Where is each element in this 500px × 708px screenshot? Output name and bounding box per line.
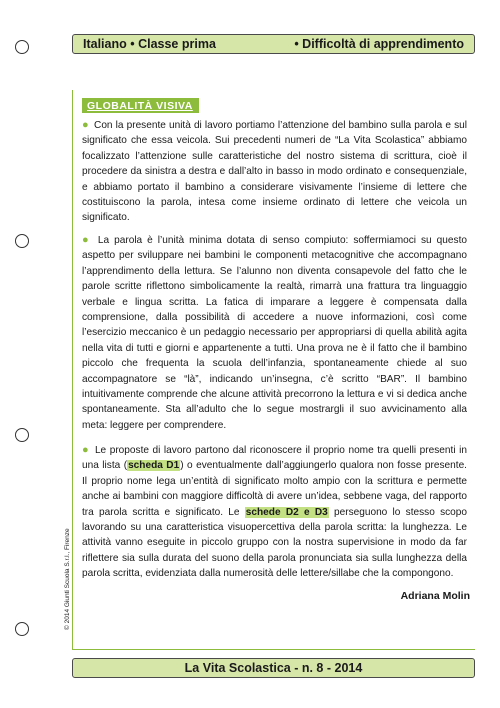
author-signature: Adriana Molin [400, 590, 470, 602]
footer-title: La Vita Scolastica - n. 8 - 2014 [184, 661, 363, 675]
header-topic: • Difficoltà di apprendimento [294, 37, 464, 51]
paragraph-3-text-a: Le proposte di lavoro partono dal riconoscere il proprio nome tra quelli presenti in una lista ( [82, 445, 467, 472]
footer-bar [72, 658, 475, 678]
bullet-icon: ● [82, 444, 90, 456]
scheda-d1-highlight: scheda D1 [128, 460, 180, 472]
bullet-icon: ● [82, 119, 89, 131]
paragraph-2-text: La parola è l’unità minima dotata di senso compiuto: soffermiamoci su questo aspetto per sviluppare nei bambini le componenti metacognitive che accompagnano l’apprendimento della lettura. Se l’alunno non diventa consapevole del fatto che le parole scritte riflettono simbolicamente la realtà, rimarrà una frattura tra linguaggio verbale e lingua scritta. La fatica di imparare a leggere è compensata dalla comprensione, dalla possibilità di accedere a nuove informazioni, così come l’esercizio meccanico è un pedaggio necessario per appropriarsi di quella abilità agita nella vita di tutti e giorni e appartenente a tutti. Una prova ne è il fatto che il bambino piccolo che frequenta la scuola dell’infanzia, spontaneamente chiede al suo accompagnatore se “là”, indicando un’insegna, c’è scritto “BAR”. Il bambino intuitivamente comprende che alcune attività precorrono la lettura e vi si dedica anche spontaneamente. Sta all’adulto che lo segue mostrargli il suo avvicinamento alla meta: leggere per comprendere. [82, 235, 467, 431]
bullet-icon: ● [82, 234, 91, 246]
section-title: GLOBALITÀ VISIVA [82, 98, 199, 113]
paragraph-2 [82, 233, 467, 433]
paragraph-3 [82, 443, 467, 582]
paragraph-1-text: Con la presente unità di lavoro portiamo l’attenzione del bambino sulla parola e sul significato che essa veicola. Sui precedenti numeri de “La Vita Scolastica” abbiamo focalizzato l’attenzione sulle caratteristiche del nostro sistema di scrittura, cioè il procedere da sinistra a destra e dall’alto in basso in modo ordinato e consequenziale, e abbiamo portato il bambino a considerare visivamente l’insieme di lettere che costituiscono la parola, intesa come insieme ordinato di lettere che veicola un significato. [82, 120, 467, 224]
binder-hole [15, 428, 29, 442]
binder-hole [15, 40, 29, 54]
header-subject: Italiano • Classe prima [83, 37, 216, 51]
paragraph-3-text-c: perseguono lo stesso scopo lavorando su una caratteristica visuopercettiva della parola scritta: la lunghezza. Le attività vanno eseguite in piccolo gruppo con la nostra supervisione in modo da far riflettere sia sulla durata del suono della parola pronunciata sia sulla lunghezza della parola scritta, evidenziata dalla numerosità delle lettere/sillabe che la compongono. [82, 506, 468, 580]
schede-d2-d3-highlight: schede D2 e D3 [245, 506, 328, 518]
copyright-note: © 2014 Giunti Scuola S.r.l., Firenze [64, 528, 71, 630]
header-bar [72, 34, 475, 54]
paragraph-1 [82, 118, 467, 226]
binder-hole [15, 234, 29, 248]
binder-hole [15, 622, 29, 636]
paragraph-3-text-b: ) o eventualmente dall’aggiungerlo qualora non fosse presente. Il proprio nome lega un’entità di significato molto ampio con la scrittura e permette anche ai bambini con maggiore difficoltà di avere un’idea, sebbene vaga, del rapporto tra parola scritta e significato. Le [82, 460, 467, 518]
